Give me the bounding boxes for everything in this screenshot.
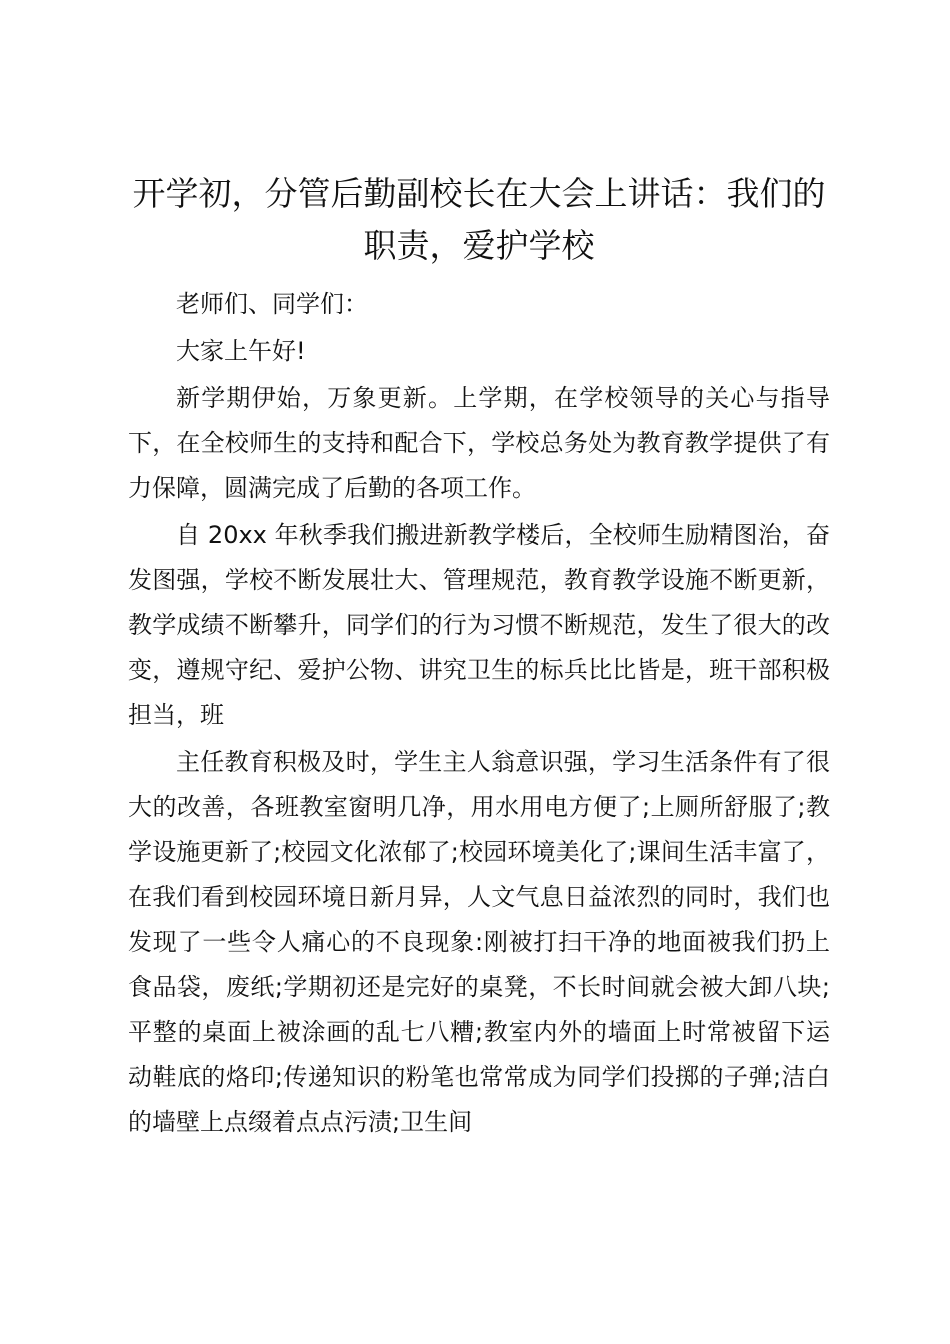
document-title: 开学初，分管后勤副校长在大会上讲话：我们的职责，爱护学校	[132, 174, 826, 265]
document-page	[128, 168, 830, 1145]
body-paragraph: 自 20xx 年秋季我们搬进新教学楼后，全校师生励精图治，奋发图强，学校不断发展壮大、管理规范，教育教学设施不断更新，教学成绩不断攀升，同学们的行为习惯不断规范，发生了很大的改变，遵规守纪、爱护公物、讲究卫生的标兵比比皆是，班干部积极担当，班	[128, 521, 830, 729]
greeting-paragraph: 大家上午好!	[176, 337, 306, 365]
body-paragraph: 主任教育积极及时，学生主人翁意识强，学习生活条件有了很大的改善，各班教室窗明几净，用水用电方便了;上厕所舒服了;教学设施更新了;校园文化浓郁了;校园环境美化了;课间生活丰富了，在我们看到校园环境日新月异，人文气息日益浓烈的同时，我们也发现了一些令人痛心的不良现象:刚被打扫干净的地面被我们扔上食品袋，废纸;学期初还是完好的桌凳，不长时间就会被大卸八块;平整的桌面上被涂画的乱七八糟;教室内外的墙面上时常被留下运动鞋底的烙印;传递知识的粉笔也常常成为同学们投掷的子弹;洁白的墙壁上点缀着点点污渍;卫生间	[128, 748, 830, 1136]
salutation-paragraph: 老师们、同学们：	[176, 290, 368, 318]
body-paragraph: 新学期伊始，万象更新。上学期，在学校领导的关心与指导下，在全校师生的支持和配合下，学校总务处为教育教学提供了有力保障，圆满完成了后勤的各项工作。	[128, 384, 830, 502]
